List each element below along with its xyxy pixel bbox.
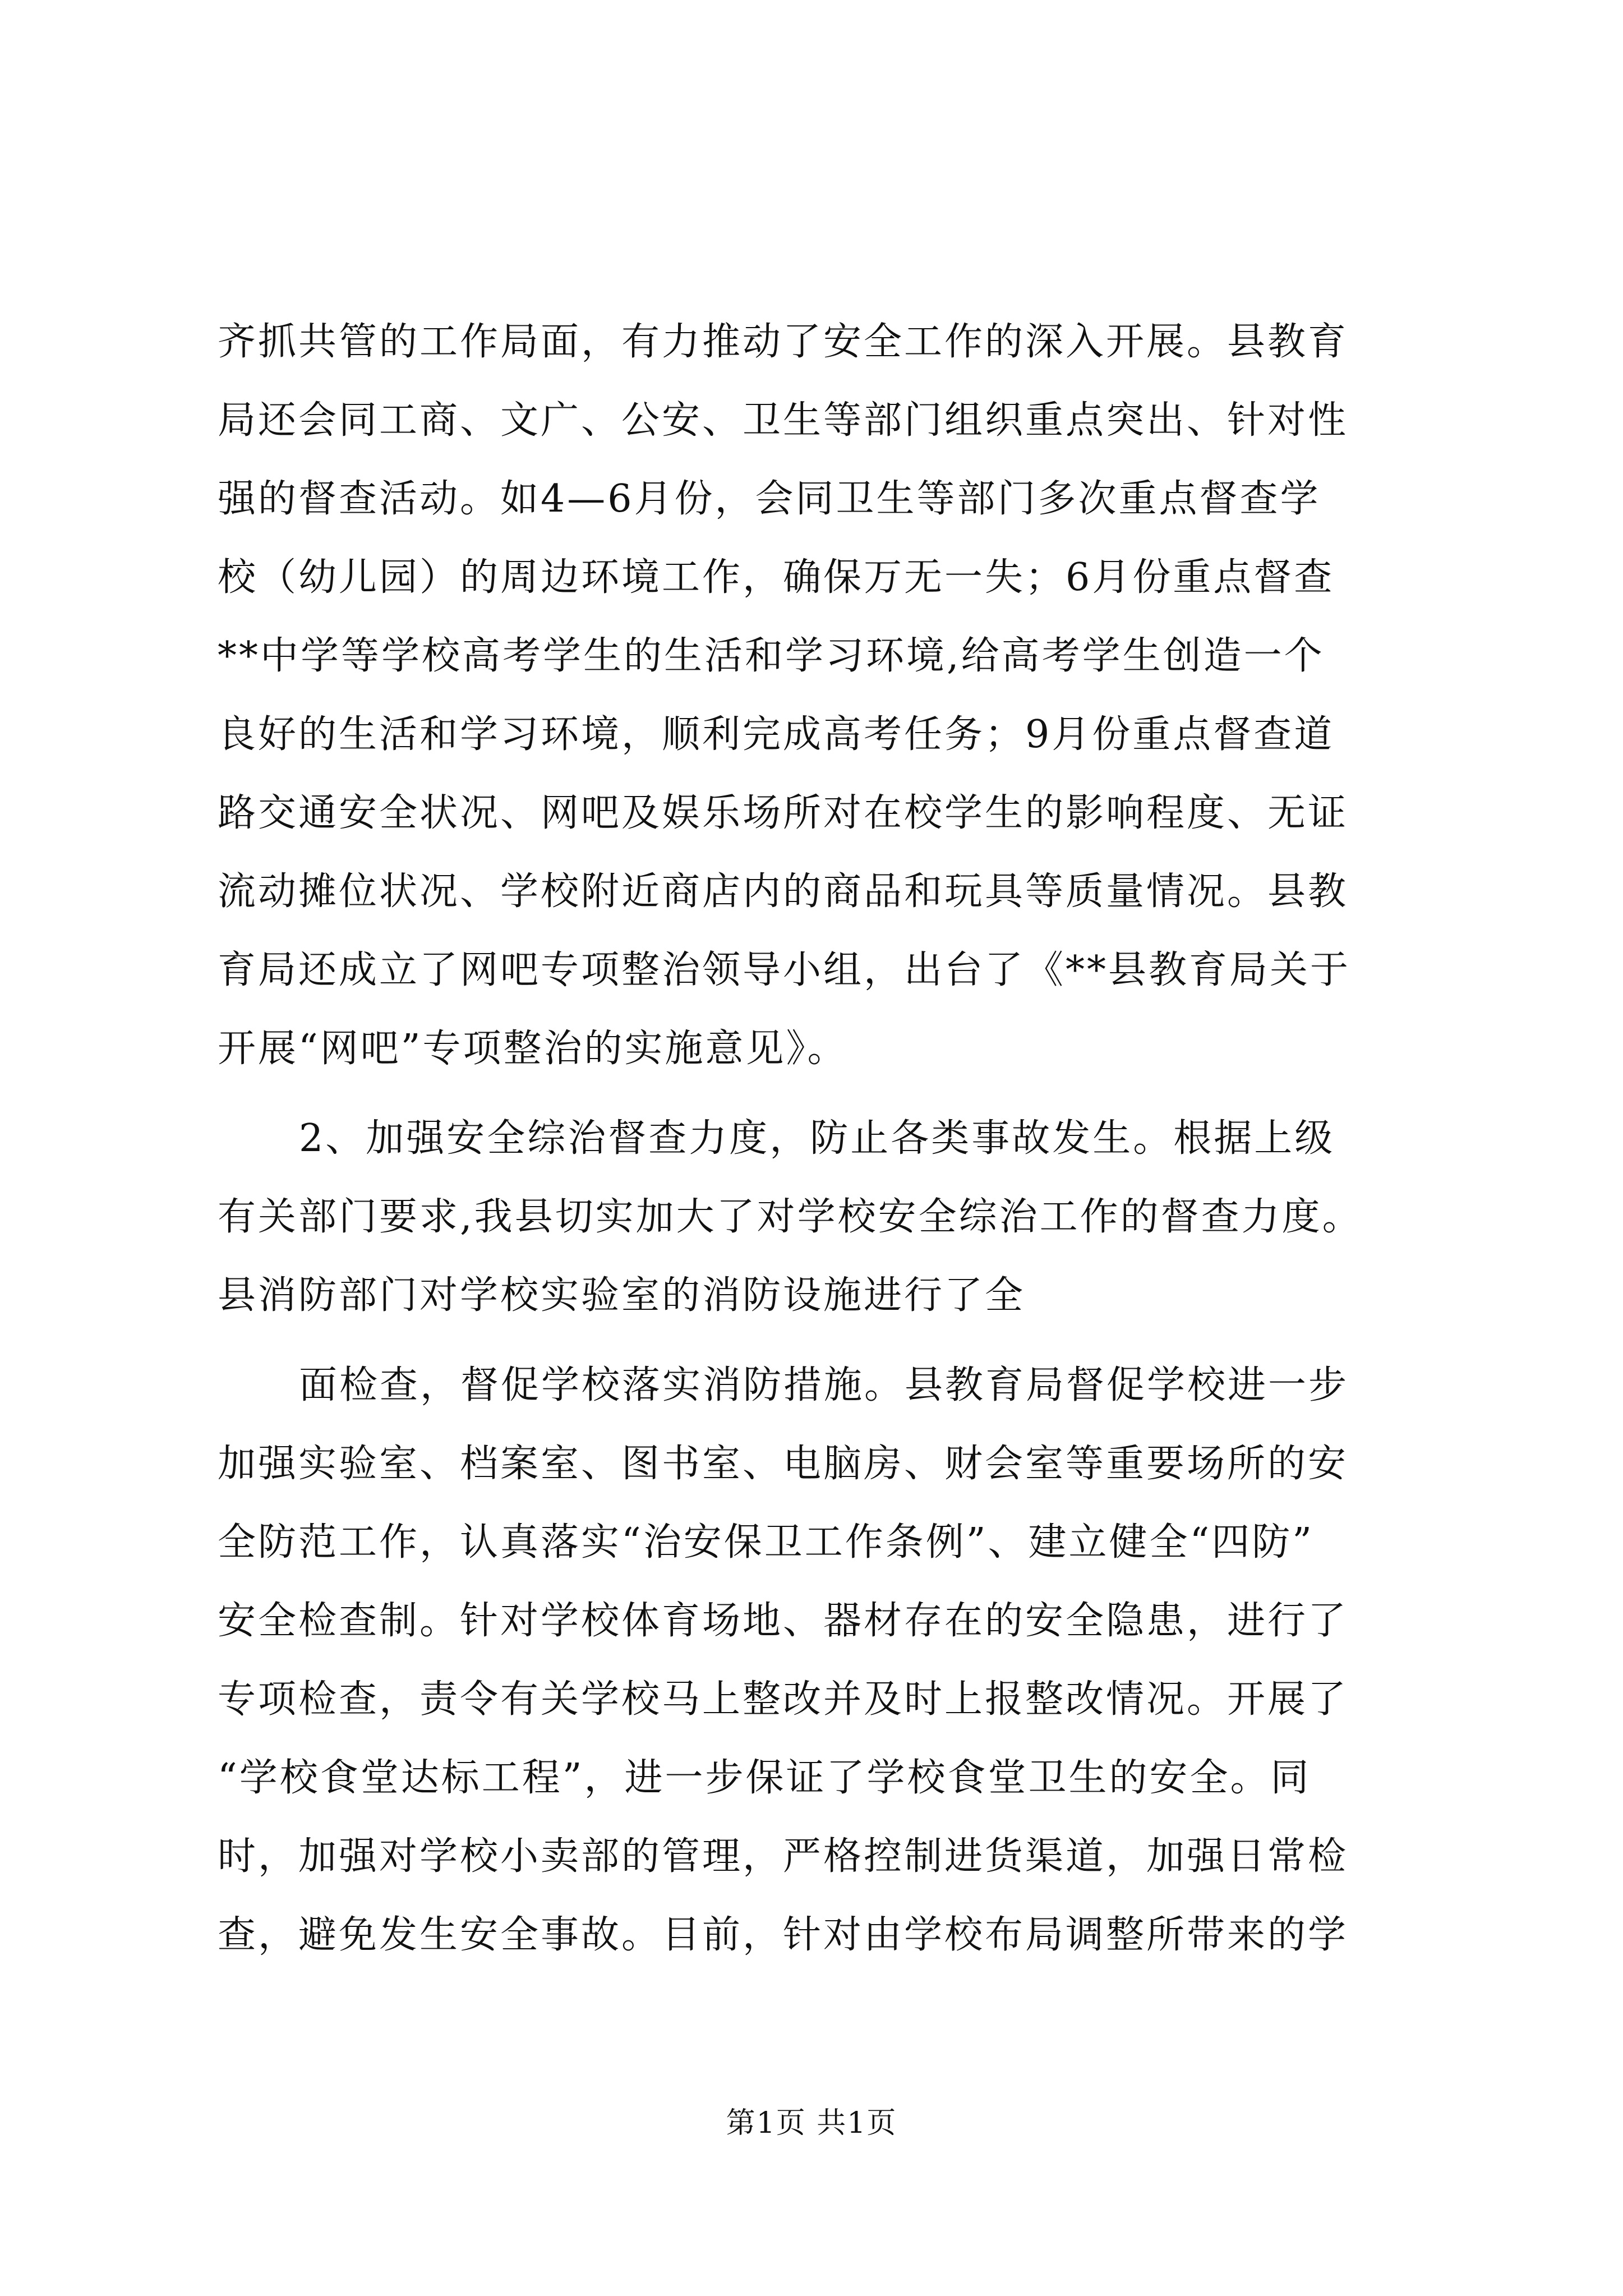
text-line: 专项检查，责令有关学校马上整改并及时上报整改情况。开展了 (218, 1677, 1349, 1722)
text-line: 良好的生活和学习环境，顺利完成高考任务；9月份重点督查道 (218, 712, 1335, 757)
paragraph-start-line: 2、加强安全综治督查力度，防止各类事故发生。根据上级 (299, 1116, 1335, 1161)
text-line: 时，加强对学校小卖部的管理，严格控制进货渠道，加强日常检 (218, 1834, 1349, 1879)
text-line: 有关部门要求,我县切实加大了对学校安全综治工作的督查力度。 (218, 1195, 1363, 1239)
text-line: 开展“网吧”专项整治的实施意见》。 (218, 1027, 848, 1071)
text-line: 县消防部门对学校实验室的消防设施进行了全 (218, 1273, 1026, 1318)
text-line: 齐抓共管的工作局面，有力推动了安全工作的深入开展。县教育 (218, 320, 1349, 364)
text-line: 路交通安全状况、网吧及娱乐场所对在校学生的影响程度、无证 (218, 791, 1349, 835)
text-line: 强的督查活动。如4—6月份，会同卫生等部门多次重点督查学 (218, 477, 1321, 521)
text-line: 校（幼儿园）的周边环境工作，确保万无一失；6月份重点督查 (218, 555, 1335, 600)
paragraph-start-line: 面检查，督促学校落实消防措施。县教育局督促学校进一步 (299, 1363, 1349, 1407)
text-line: 安全检查制。针对学校体育场地、器材存在的安全隐患，进行了 (218, 1599, 1349, 1643)
text-line: “学校食堂达标工程”，进一步保证了学校食堂卫生的安全。同 (218, 1756, 1311, 1800)
text-line: 局还会同工商、文广、公安、卫生等部门组织重点突出、针对性 (218, 398, 1349, 443)
page-number: 第1页 共1页 (726, 2106, 897, 2140)
text-line: 查，避免发生安全事故。目前，针对由学校布局调整所带来的学 (218, 1913, 1349, 1957)
text-line: 全防范工作，认真落实“治安保卫工作条例”、建立健全“四防” (218, 1520, 1315, 1565)
text-line: 加强实验室、档案室、图书室、电脑房、财会室等重要场所的安 (218, 1442, 1349, 1486)
text-line: **中学等学校高考学生的生活和学习环境,给高考学生创造一个 (218, 634, 1325, 678)
text-line: 流动摊位状况、学校附近商店内的商品和玩具等质量情况。县教 (218, 869, 1349, 914)
text-line: 育局还成立了网吧专项整治领导小组，出台了《**县教育局关于 (218, 948, 1351, 992)
